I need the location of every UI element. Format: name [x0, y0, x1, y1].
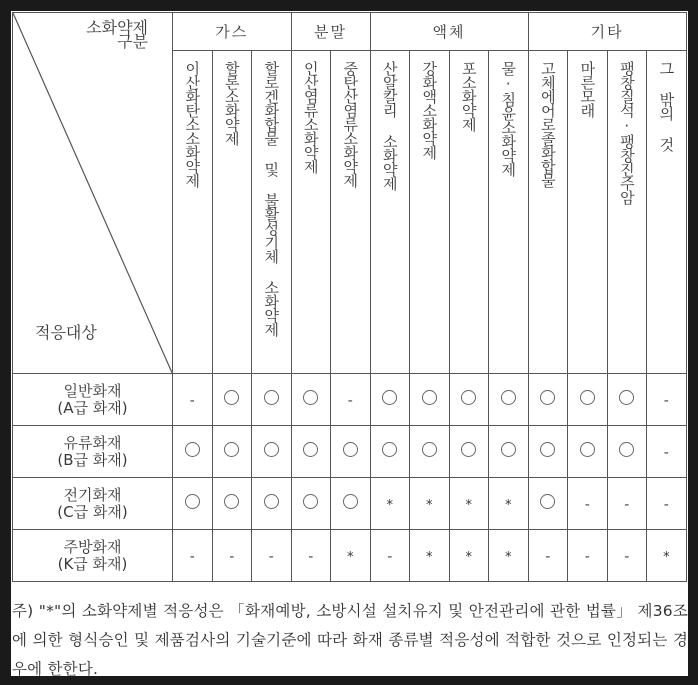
suitable-circle-icon	[264, 390, 279, 405]
column-header	[489, 51, 529, 374]
row-header	[13, 530, 173, 582]
not-applicable-dash-icon: -	[347, 392, 353, 409]
table-cell	[410, 374, 450, 426]
not-applicable-dash-icon: -	[268, 548, 274, 565]
table-cell	[331, 374, 371, 426]
extinguishing-agent-table	[12, 12, 687, 582]
column-header	[528, 51, 568, 374]
table-cell	[173, 374, 213, 426]
not-applicable-dash-icon: -	[229, 548, 235, 565]
not-applicable-dash-icon: -	[624, 496, 630, 513]
table-cell	[647, 374, 687, 426]
row-header	[13, 478, 173, 530]
suitable-circle-icon	[422, 442, 437, 457]
suitable-circle-icon	[461, 390, 476, 405]
table-cell	[410, 478, 450, 530]
column-header	[252, 51, 292, 374]
conditional-asterisk-icon: *	[505, 549, 512, 565]
table-cell	[607, 478, 647, 530]
suitable-circle-icon	[185, 442, 200, 457]
table-cell	[410, 530, 450, 582]
column-header	[607, 51, 647, 374]
group-header-liquid: 액체	[370, 13, 528, 51]
group-header-other: 기타	[528, 13, 686, 51]
column-axis-label	[86, 18, 148, 51]
suitable-circle-icon	[540, 494, 555, 509]
table-cell	[291, 478, 331, 530]
row-header-class: (K급 화재)	[57, 554, 128, 573]
table-cell	[647, 426, 687, 478]
not-applicable-dash-icon: -	[624, 548, 630, 565]
table-cell	[212, 478, 252, 530]
table-cell	[528, 426, 568, 478]
column-header	[331, 51, 371, 374]
table-row	[13, 426, 687, 478]
table-row	[13, 478, 687, 530]
table-cell	[173, 478, 213, 530]
table-cell	[449, 530, 489, 582]
conditional-asterisk-icon: *	[426, 497, 433, 513]
row-header	[13, 374, 173, 426]
table-cell	[331, 478, 371, 530]
column-header-label: 마른모래	[578, 61, 597, 117]
suitable-circle-icon	[580, 442, 595, 457]
column-header-label: 팽창질석·팽창진주암	[617, 61, 636, 204]
suitable-circle-icon	[264, 494, 279, 509]
suitable-circle-icon	[264, 442, 279, 457]
not-applicable-dash-icon: -	[387, 548, 393, 565]
not-applicable-dash-icon: -	[189, 392, 195, 409]
conditional-asterisk-icon: *	[347, 549, 354, 565]
column-header	[370, 51, 410, 374]
suitable-circle-icon	[461, 442, 476, 457]
not-applicable-dash-icon: -	[663, 496, 669, 513]
column-header-label: 물·침윤소화약제	[499, 61, 518, 176]
table-cell	[291, 426, 331, 478]
corner-cell	[13, 13, 173, 374]
group-header-row	[13, 13, 687, 51]
conditional-asterisk-icon: *	[465, 549, 473, 565]
suitable-circle-icon	[619, 390, 634, 405]
table-cell	[212, 374, 252, 426]
suitable-circle-icon	[343, 442, 358, 457]
suitable-circle-icon	[501, 442, 516, 457]
table-cell	[449, 478, 489, 530]
column-header	[291, 51, 331, 374]
column-header-label: 그 밖의 것	[657, 61, 676, 151]
table-cell	[331, 426, 371, 478]
table-cell	[252, 426, 292, 478]
suitable-circle-icon	[580, 390, 595, 405]
suitable-circle-icon	[619, 442, 634, 457]
suitable-circle-icon	[422, 390, 437, 405]
footnote: 주) "*"의 소화약제별 적응성은 「화재예방, 소방시설 설치유지 및 안전관리에 관한 법률」 제36조에 의한 형식승인 및 제품검사의 기술기준에 따라 화재 종류별 적응성에 적합한 것으로 인정되는 경우에 한한다.	[12, 602, 688, 678]
column-header-label: 중탄산염류소화약제	[341, 61, 360, 187]
group-header-powder: 분말	[291, 13, 370, 51]
suitable-circle-icon	[382, 390, 397, 405]
table-row	[13, 374, 687, 426]
not-applicable-dash-icon: -	[308, 548, 314, 565]
suitable-circle-icon	[303, 494, 318, 509]
corner-top-label-line2: 구분	[117, 32, 148, 51]
conditional-asterisk-icon: *	[386, 497, 394, 513]
table-cell	[568, 374, 608, 426]
suitable-circle-icon	[185, 494, 200, 509]
column-header	[410, 51, 450, 374]
table-cell	[173, 426, 213, 478]
table-cell	[607, 530, 647, 582]
table-cell	[370, 478, 410, 530]
suitable-circle-icon	[343, 494, 358, 509]
not-applicable-dash-icon: -	[584, 496, 590, 513]
conditional-asterisk-icon: *	[505, 497, 512, 513]
table-cell	[489, 478, 529, 530]
column-header	[173, 51, 213, 374]
table-row	[13, 530, 687, 582]
table-cell	[607, 426, 647, 478]
suitable-circle-icon	[303, 390, 318, 405]
suitable-circle-icon	[501, 390, 516, 405]
table-cell	[252, 374, 292, 426]
not-applicable-dash-icon: -	[663, 444, 669, 461]
row-header-title: 유류화재	[63, 433, 122, 452]
row-header-title: 일반화재	[63, 381, 122, 400]
not-applicable-dash-icon: -	[584, 548, 590, 565]
column-header-label: 포소화약제	[459, 61, 478, 131]
not-applicable-dash-icon: -	[663, 392, 669, 409]
table-cell	[568, 426, 608, 478]
suitable-circle-icon	[303, 442, 318, 457]
table-cell	[370, 426, 410, 478]
table-cell	[647, 530, 687, 582]
table-cell	[568, 478, 608, 530]
column-header-label: 고체에어로졸화합물	[538, 61, 557, 187]
row-header-title: 주방화재	[63, 537, 122, 556]
table-cell	[489, 426, 529, 478]
column-header-label: 강화액소화약제	[420, 61, 439, 159]
table-cell	[489, 530, 529, 582]
not-applicable-dash-icon: -	[189, 548, 195, 565]
column-header-label: 할론소화약제	[222, 61, 241, 145]
suitable-circle-icon	[540, 442, 555, 457]
table-cell	[370, 374, 410, 426]
table-cell	[647, 478, 687, 530]
suitable-circle-icon	[540, 390, 555, 405]
table-cell	[528, 374, 568, 426]
table-cell	[449, 426, 489, 478]
row-header-title: 전기화재	[63, 485, 122, 504]
table-cell	[173, 530, 213, 582]
conditional-asterisk-icon: *	[426, 549, 433, 565]
column-header-label: 이산화탄소소화약제	[183, 61, 202, 187]
column-header	[449, 51, 489, 374]
column-header	[212, 51, 252, 374]
table-cell	[528, 530, 568, 582]
table-cell	[528, 478, 568, 530]
row-header	[13, 426, 173, 478]
column-header	[568, 51, 608, 374]
suitable-circle-icon	[224, 390, 239, 405]
group-header-gas: 가스	[173, 13, 292, 51]
suitable-circle-icon	[224, 442, 239, 457]
table-cell	[252, 478, 292, 530]
row-header-class: (A급 화재)	[57, 398, 128, 417]
column-header-label: 할로겐화합물 및 불활성기체 소화약제	[262, 61, 281, 336]
table-cell	[568, 530, 608, 582]
table-cell	[212, 426, 252, 478]
table-cell	[291, 374, 331, 426]
table-cell	[489, 374, 529, 426]
row-header-class: (C급 화재)	[57, 502, 128, 521]
table-cell	[212, 530, 252, 582]
table-cell	[370, 530, 410, 582]
table-cell	[291, 530, 331, 582]
suitable-circle-icon	[224, 494, 239, 509]
table-cell	[331, 530, 371, 582]
table-cell	[252, 530, 292, 582]
column-header	[647, 51, 687, 374]
not-applicable-dash-icon: -	[545, 548, 551, 565]
column-header-label: 산알칼리 소화약제	[380, 61, 399, 190]
document-page	[11, 11, 688, 676]
corner-top-label-line1: 소화약제	[86, 18, 148, 37]
conditional-asterisk-icon: *	[465, 497, 473, 513]
conditional-asterisk-icon: *	[663, 549, 670, 565]
suitable-circle-icon	[382, 442, 397, 457]
column-header-label: 인산염류소화약제	[301, 61, 320, 173]
table-cell	[410, 426, 450, 478]
row-axis-label: 적응대상	[35, 323, 97, 342]
table-cell	[607, 374, 647, 426]
row-header-class: (B급 화재)	[57, 450, 128, 469]
table-cell	[449, 374, 489, 426]
